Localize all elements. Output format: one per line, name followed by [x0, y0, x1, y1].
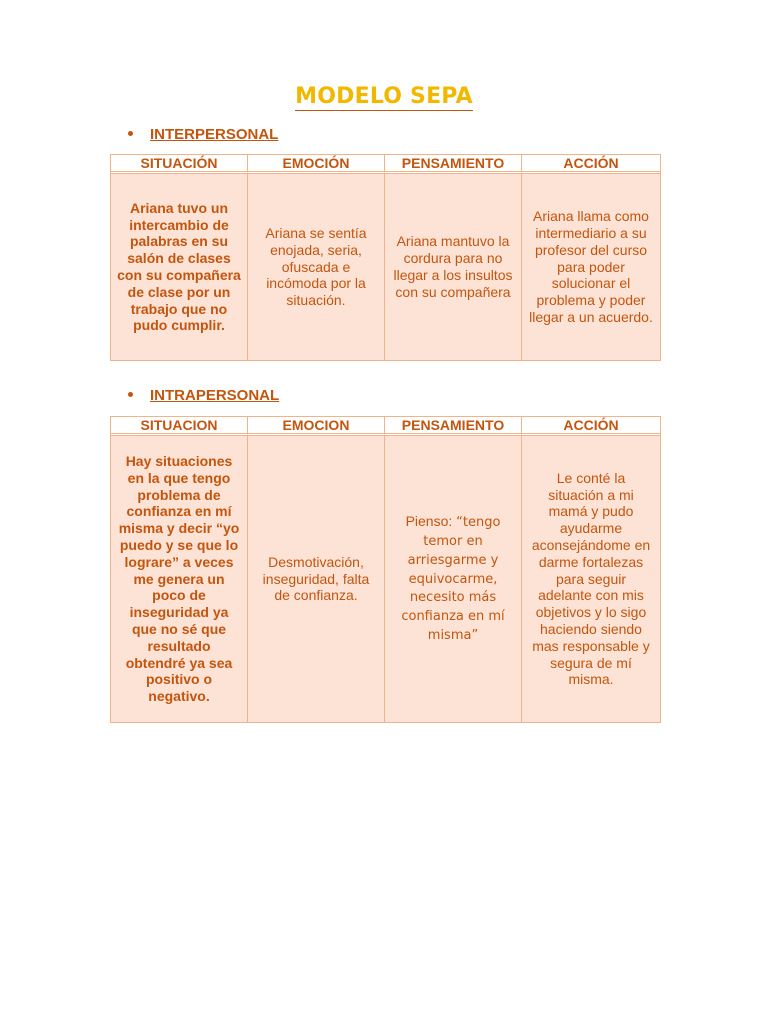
- cell-accion: Le conté la situación a mi mamá y pudo ayudarme aconsejándome en darme fortalezas para seguir adelante con mis objetivos y lo sigo haciendo siendo mas responsable y segura de mí misma.: [522, 436, 660, 722]
- pensamiento-quote: “tengo temor en arriesgarme y equivocarme, necesito más confianza en mí misma”: [401, 515, 505, 643]
- cell-emocion: Ariana se sentía enojada, seria, ofuscada e incómoda por la situación.: [248, 174, 385, 360]
- cell-situacion: Hay situaciones en la que tengo problema de confianza en mí misma y decir “yo puedo y se que lo lograre” a veces me genera un poco de inseguridad ya que no sé que resultado obtendré ya sea positivo o negativo.: [111, 436, 248, 722]
- intrapersonal-table: [110, 416, 661, 723]
- bullet-icon: [128, 392, 133, 397]
- header-accion: ACCIÓN: [522, 155, 660, 174]
- section-heading-label: INTRAPERSONAL: [150, 387, 280, 404]
- header-emocion: EMOCIÓN: [248, 155, 385, 174]
- cell-pensamiento: Ariana mantuvo la cordura para no llegar a los insultos con su compañera: [385, 174, 522, 360]
- section-heading-interpersonal: [128, 126, 278, 143]
- header-emocion: EMOCION: [248, 417, 385, 436]
- table-header-row: [111, 155, 660, 174]
- page-title-container: [0, 84, 768, 109]
- section-heading-label: INTERPERSONAL: [150, 126, 279, 143]
- section-heading-intrapersonal: [128, 387, 279, 404]
- header-pensamiento: PENSAMIENTO: [385, 155, 522, 174]
- table-row: [111, 174, 660, 360]
- cell-accion: Ariana llama como intermediario a su profesor del curso para poder solucionar el problema y poder llegar a un acuerdo.: [522, 174, 660, 360]
- cell-pensamiento: [385, 436, 522, 722]
- table-row: [111, 436, 660, 722]
- cell-situacion: Ariana tuvo un intercambio de palabras en su salón de clases con su compañera de clase por un trabajo que no pudo cumplir.: [111, 174, 248, 360]
- header-accion: ACCIÓN: [522, 417, 660, 436]
- interpersonal-table: [110, 154, 661, 361]
- header-pensamiento: PENSAMIENTO: [385, 417, 522, 436]
- table-header-row: [111, 417, 660, 436]
- bullet-icon: [128, 131, 133, 136]
- header-situacion: SITUACIÓN: [111, 155, 248, 174]
- header-situacion: SITUACION: [111, 417, 248, 436]
- page-title: MODELO SEPA: [295, 84, 473, 109]
- cell-emocion: Desmotivación, inseguridad, falta de confianza.: [248, 436, 385, 722]
- pensamiento-prefix: Pienso:: [405, 513, 457, 530]
